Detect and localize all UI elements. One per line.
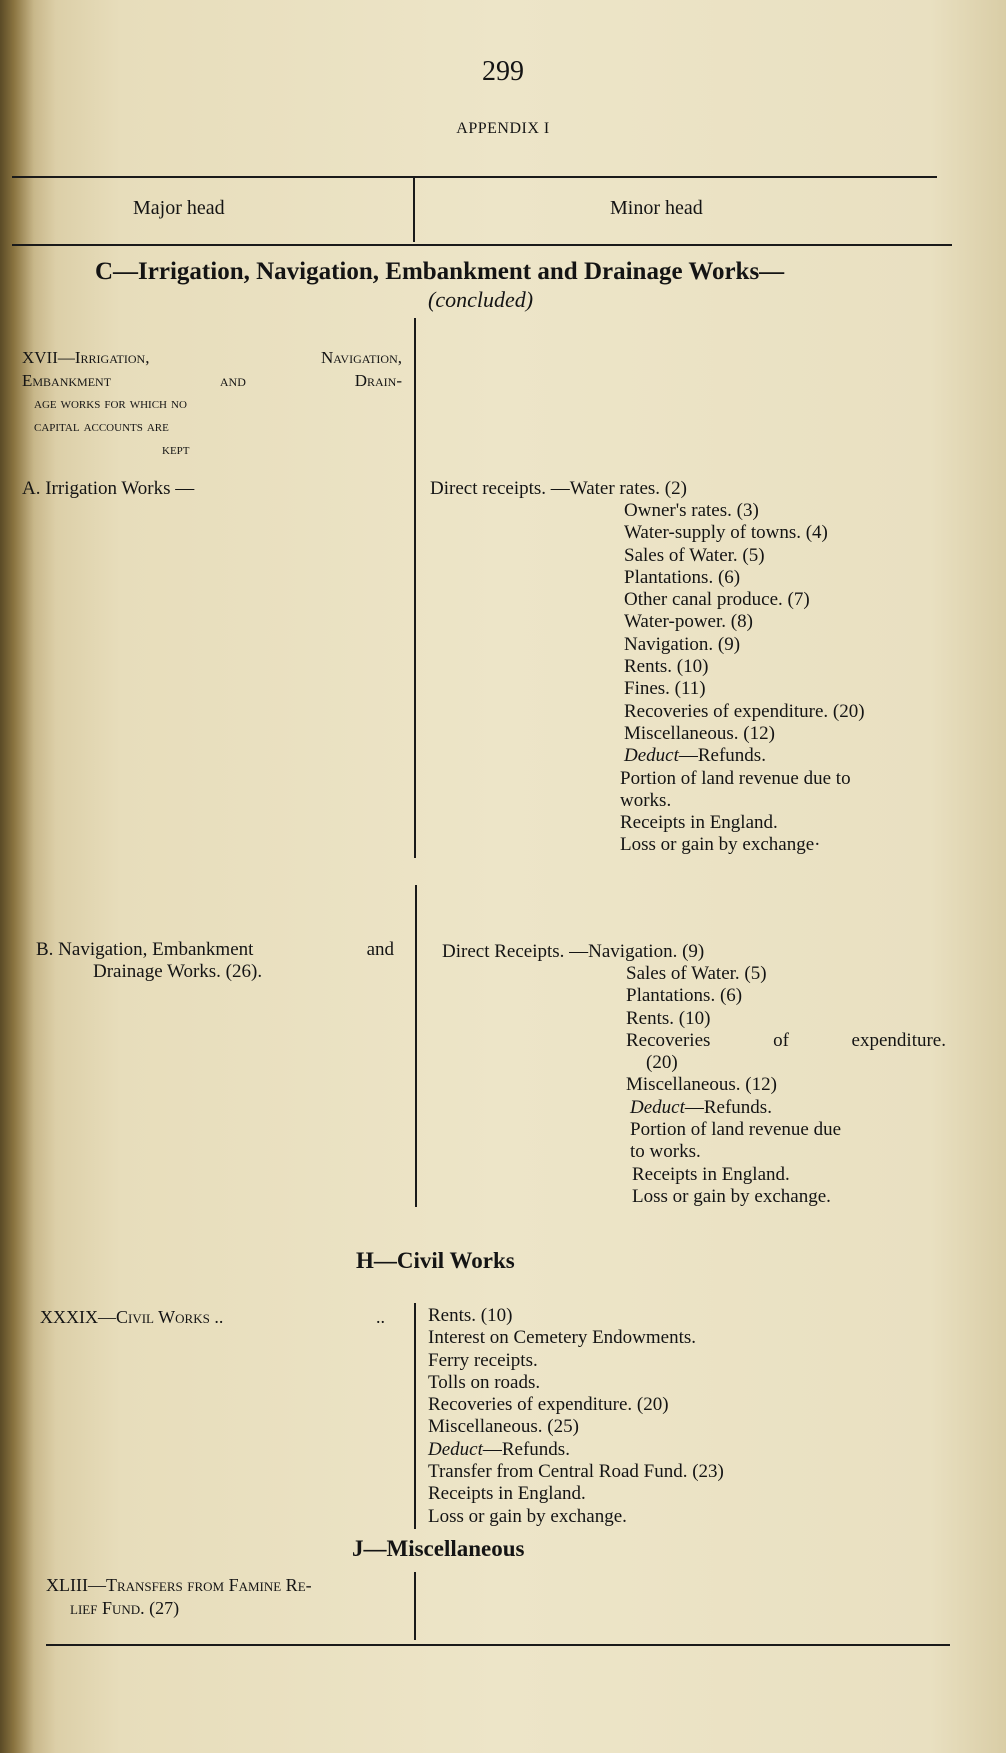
xvii-line3: age works for which no	[34, 395, 187, 412]
recov-mid: of	[773, 1029, 789, 1051]
navigation-recoveries-cont: (20)	[646, 1052, 678, 1074]
xvii-line5: kept	[162, 441, 190, 458]
navigation-minor-heads	[626, 963, 946, 1208]
irrigation-deduct	[624, 745, 865, 767]
xvii-line2-right: Drain-	[354, 371, 402, 390]
major-head-column-label: Major head	[133, 197, 225, 219]
header-column-divider	[413, 178, 415, 242]
irrigation-item: works.	[620, 789, 672, 811]
column-divider-h	[414, 1303, 416, 1529]
nav-label-left: B. Navigation, Embankment	[36, 939, 254, 960]
irrigation-item: Water-power. (8)	[624, 611, 753, 633]
civil-item: Recoveries of expenditure. (20)	[428, 1394, 669, 1416]
deduct-label: Deduct	[624, 745, 679, 767]
civil-deduct	[428, 1439, 724, 1461]
bottom-rule	[46, 1644, 950, 1646]
deduct-refunds: —Refunds.	[482, 1438, 570, 1460]
column-divider-b	[415, 885, 417, 1207]
civil-item: Ferry receipts.	[428, 1349, 538, 1371]
irrigation-item: Loss or gain by exchange·	[620, 834, 821, 856]
xvii-line1-right: Navigation,	[321, 348, 402, 367]
civil-item: Interest on Cemetery Endowments.	[428, 1327, 697, 1349]
navigation-item: Rents. (10)	[626, 1007, 711, 1029]
civil-item: Tolls on roads.	[428, 1371, 541, 1393]
nav-label-line2: Drainage Works. (26).	[93, 961, 263, 982]
civil-item: Miscellaneous. (25)	[428, 1416, 579, 1438]
navigation-recoveries	[626, 1030, 946, 1052]
xvii-line2-left: Embankment	[22, 371, 112, 390]
major-head-xxxix: XXXIX—Civil Works ..	[40, 1307, 224, 1327]
civil-item: Rents. (10)	[428, 1305, 513, 1326]
xvii-line4: capital accounts are	[34, 418, 169, 435]
header-bottom-rule	[12, 244, 952, 246]
civil-works-minor-heads	[428, 1305, 724, 1528]
section-h-title: H—Civil Works	[356, 1248, 515, 1273]
navigation-item: Portion of land revenue due	[630, 1119, 842, 1141]
irrigation-item: Sales of Water. (5)	[624, 544, 765, 566]
section-c-subtitle	[428, 287, 533, 313]
major-head-xliii	[46, 1574, 312, 1620]
minor-head-column-label: Minor head	[610, 197, 703, 219]
xvii-line1-left: XVII—Irrigation,	[22, 348, 150, 367]
navigation-direct-receipts: Direct Receipts. —Navigation. (9)	[442, 941, 705, 962]
navigation-item: Receipts in England.	[632, 1163, 790, 1185]
irrigation-item: Other canal produce. (7)	[624, 589, 810, 611]
civil-item: Receipts in England.	[428, 1483, 586, 1505]
page-number: 299	[482, 56, 524, 87]
section-c-subtitle-text: (concluded)	[428, 287, 534, 312]
irrigation-item: Water-supply of towns. (4)	[624, 522, 828, 544]
nav-label-right: and	[366, 939, 394, 960]
navigation-item: Plantations. (6)	[626, 985, 743, 1007]
navigation-item: Sales of Water. (5)	[626, 963, 767, 984]
recov-left: Recoveries	[626, 1029, 711, 1051]
navigation-item: Miscellaneous. (12)	[626, 1074, 777, 1096]
irrigation-item: Rents. (10)	[624, 656, 709, 678]
column-divider-j	[414, 1572, 416, 1640]
xliii-line2: lief Fund. (27)	[70, 1598, 180, 1618]
irrigation-minor-heads	[620, 500, 865, 857]
irrigation-item: Fines. (11)	[624, 678, 706, 700]
xliii-line1: XLIII—Transfers from Famine Re-	[46, 1575, 312, 1595]
civil-item: Loss or gain by exchange.	[428, 1505, 627, 1527]
section-j-title: J—Miscellaneous	[352, 1536, 525, 1561]
irrigation-item: Receipts in England.	[620, 812, 778, 834]
navigation-item: Loss or gain by exchange.	[632, 1185, 831, 1207]
irrigation-item: Recoveries of expenditure. (20)	[624, 700, 865, 722]
irrigation-item: Owner's rates. (3)	[624, 500, 759, 521]
irrigation-works-label: A. Irrigation Works —	[22, 478, 195, 499]
top-rule	[12, 176, 937, 178]
irrigation-item: Miscellaneous. (12)	[624, 722, 775, 744]
irrigation-item: Navigation. (9)	[624, 633, 741, 655]
deduct-refunds: —Refunds.	[678, 745, 766, 767]
section-c-title: C—Irrigation, Navigation, Embankment and Drainage Works—	[95, 258, 785, 285]
navigation-works-label	[36, 939, 394, 983]
irrigation-direct-receipts: Direct receipts. —Water rates. (2)	[430, 478, 687, 499]
major-head-xxxix-dots: ..	[376, 1307, 385, 1327]
navigation-item: to works.	[630, 1141, 701, 1163]
civil-item: Transfer from Central Road Fund. (23)	[428, 1461, 724, 1483]
column-divider-a	[414, 318, 416, 858]
navigation-deduct	[626, 1097, 946, 1119]
major-head-xvii	[22, 346, 402, 461]
deduct-label: Deduct	[630, 1096, 685, 1118]
irrigation-item: Portion of land revenue due to	[620, 767, 851, 789]
irrigation-item: Plantations. (6)	[624, 566, 741, 588]
appendix-label: APPENDIX I	[456, 120, 550, 137]
deduct-refunds: —Refunds.	[684, 1096, 772, 1118]
xvii-line2-mid: and	[219, 371, 246, 390]
recov-right: expenditure.	[851, 1029, 946, 1051]
deduct-label: Deduct	[428, 1438, 483, 1460]
